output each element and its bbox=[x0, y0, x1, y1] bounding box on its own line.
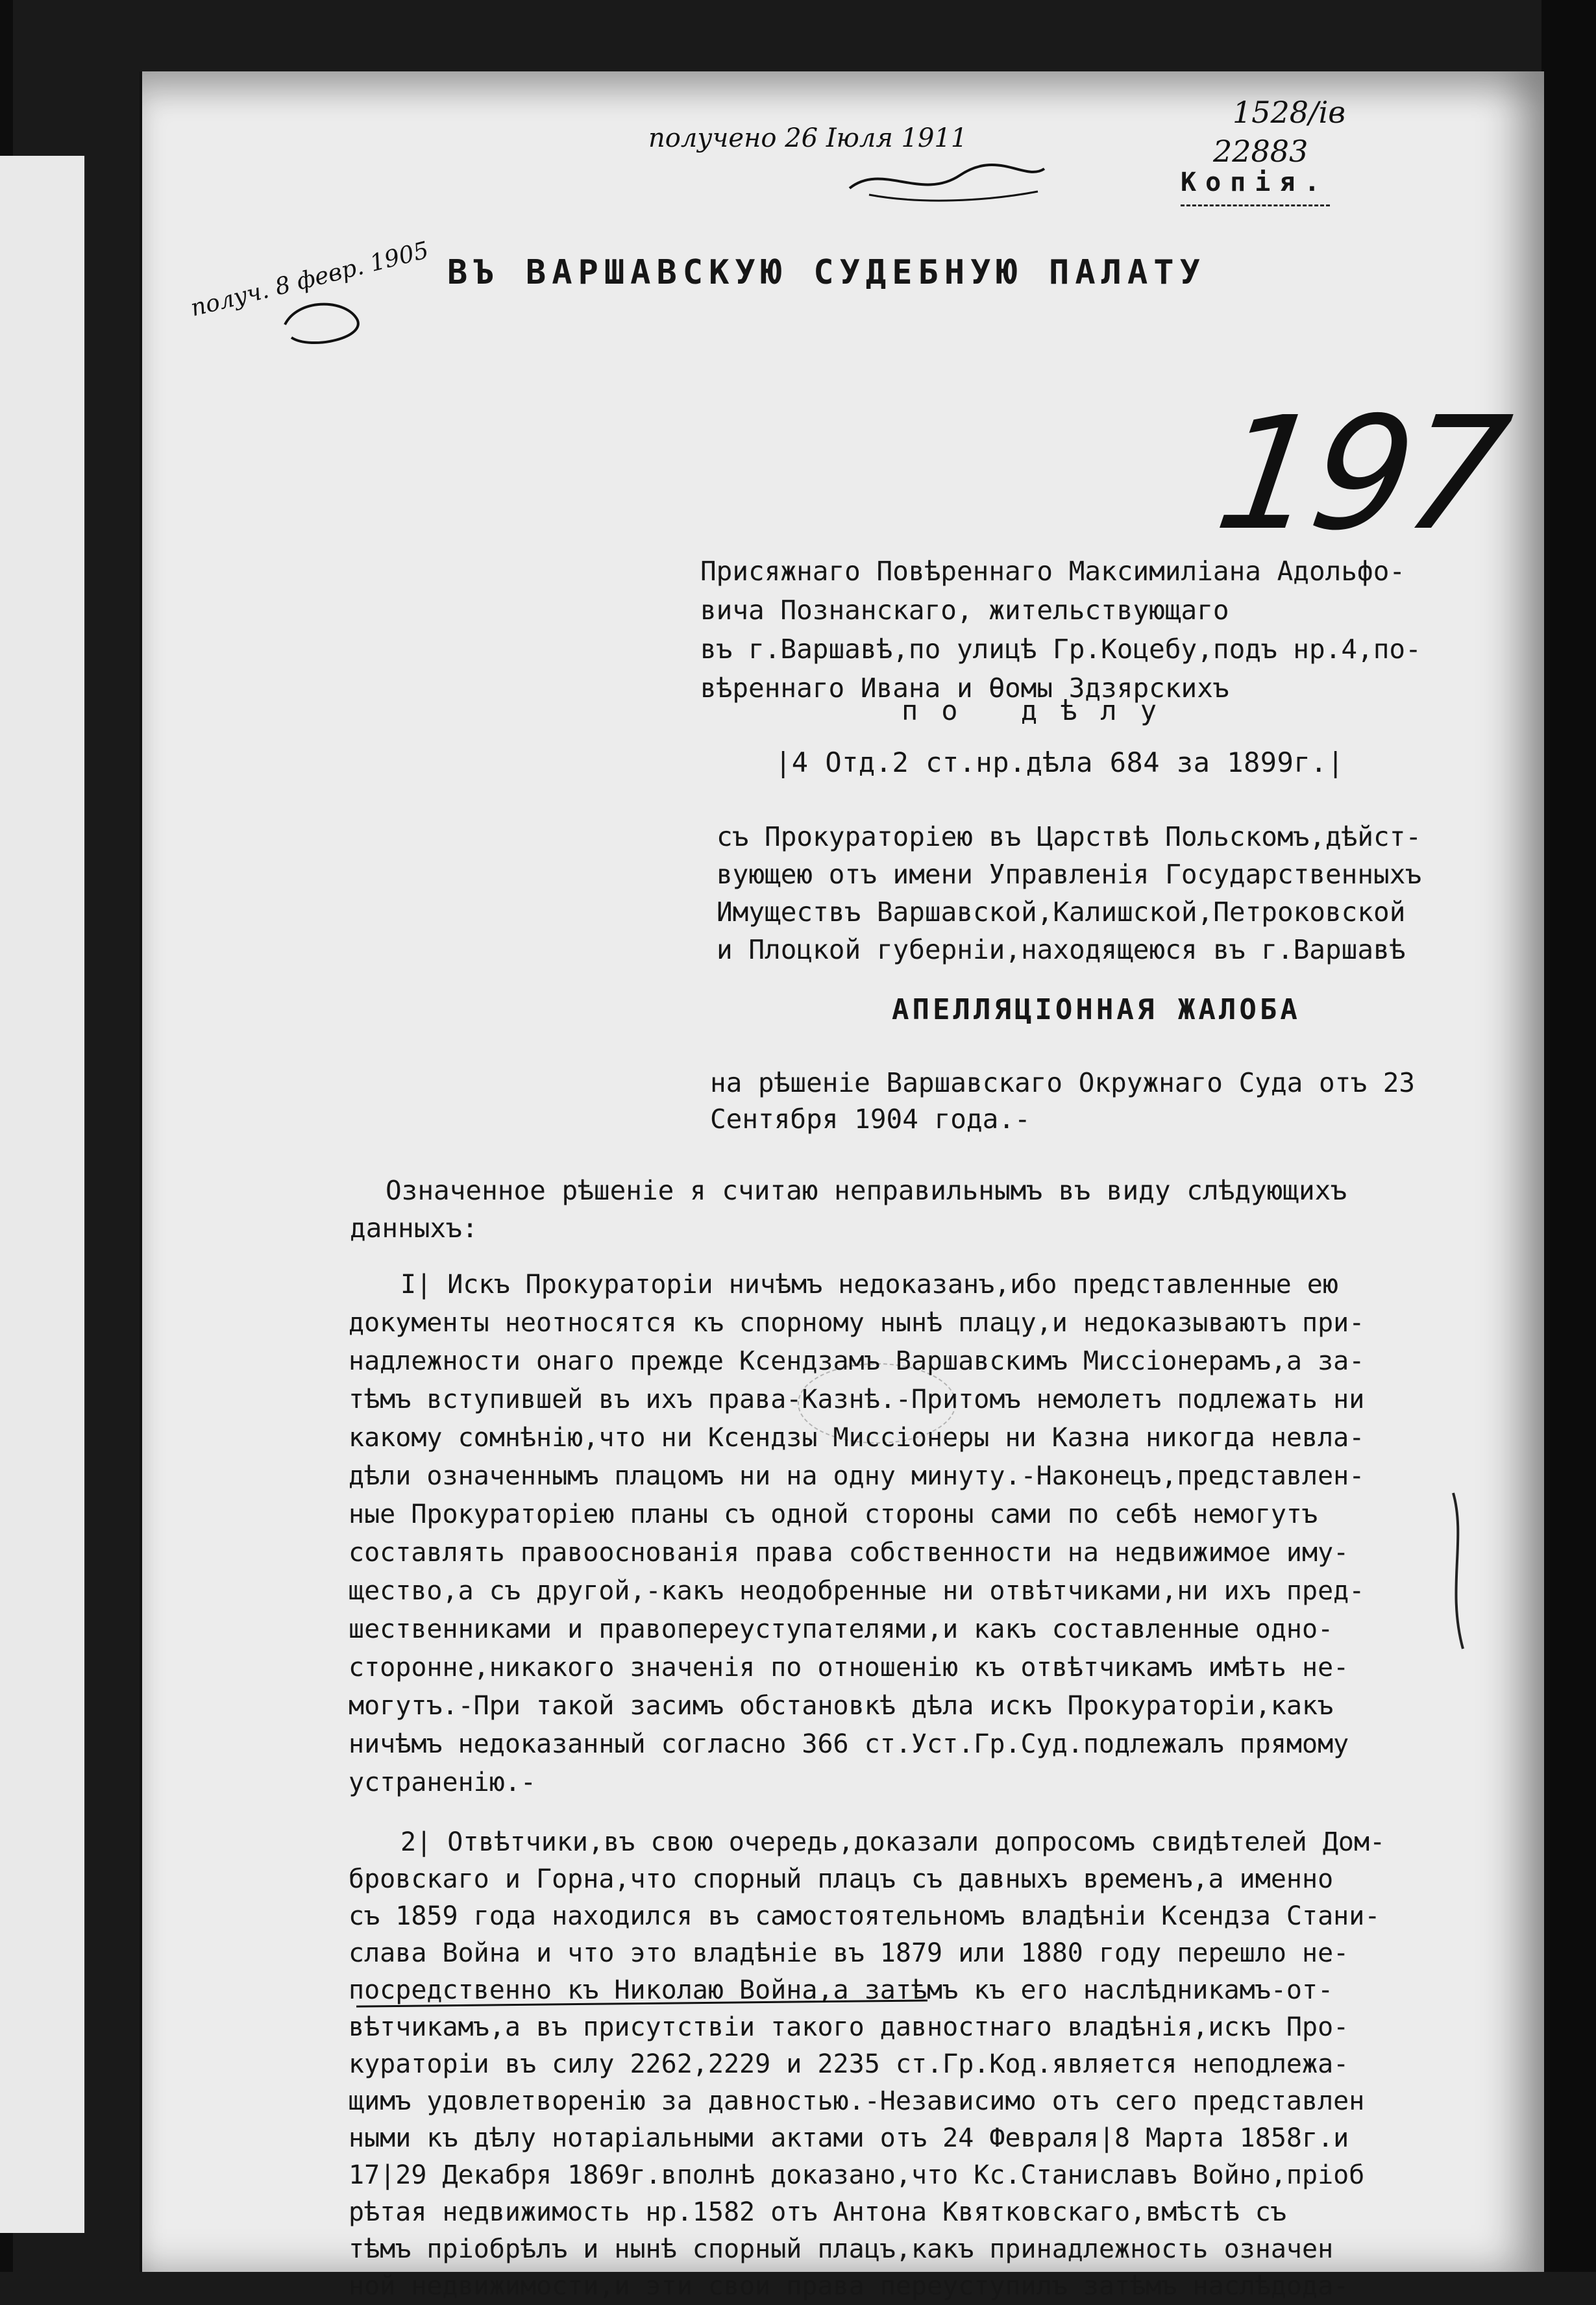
document-title: АПЕЛЛЯЦІОННАЯ ЖАЛОБА bbox=[892, 993, 1301, 1026]
point-1-line: составлять правооснованія права собственности на недвижимое иму- bbox=[349, 1538, 1349, 1568]
adjacent-page-fragment bbox=[0, 156, 86, 2233]
point-1-line: могутъ.-При такой засимъ обстановкѣ дѣла искъ Прокураторіи,какъ bbox=[349, 1691, 1334, 1721]
received-note-left: получ. 8 февр. 1905 bbox=[188, 237, 432, 322]
point-2-line: вѣтчикамъ,а въ присутствіи такого давностнаго владѣнія,искъ Про- bbox=[349, 2012, 1349, 2042]
received-signature-top bbox=[843, 156, 1051, 208]
copy-label: Копія. bbox=[1181, 167, 1329, 197]
point-2-line: рѣтая недвижимость нр.1582 отъ Антона Квятковскаго,вмѣстѣ съ bbox=[349, 2197, 1286, 2227]
point-2-line: съ 1859 года находился въ самостоятельномъ владѣніи Ксендза Стани- bbox=[349, 1901, 1381, 1931]
document-number-handwritten: 197 bbox=[1207, 383, 1514, 565]
point-2-line: 17|29 Декабря 1869г.вполнѣ доказано,что Кс.Станиславъ Войно,пріоб bbox=[349, 2160, 1365, 2190]
respondent-line: вующею отъ имени Управленія Государственныхъ bbox=[717, 859, 1422, 890]
point-2-line: бровскаго и Горна,что спорный плацъ съ давныхъ временъ,а именно bbox=[349, 1864, 1334, 1894]
subtitle-line: на рѣшеніе Варшавскаго Окружнаго Суда отъ 23 bbox=[710, 1067, 1416, 1098]
point-2-line: слава Война и что это владѣніе въ 1879 или 1880 году перешло не- bbox=[349, 1938, 1349, 1968]
appellant-line: вича Познанскаго, жительствующаго bbox=[700, 595, 1229, 626]
point-2-line: посредственно къ Николаю Война,а затѣмъ къ его наслѣдникамъ-от- bbox=[349, 1975, 1334, 2005]
point-1-line: устраненію.- bbox=[349, 1768, 536, 1797]
point-1-line: ничѣмъ недоказанный согласно 366 ст.Уст.Гр.Суд.подлежалъ прямому bbox=[349, 1729, 1349, 1759]
point-1-line: какому сомнѣнію,что ни Ксендзы Миссіонеры ни Казна никогда невла- bbox=[349, 1423, 1365, 1453]
faint-stamp-mark bbox=[798, 1363, 956, 1444]
registry-number-bottom: 22883 bbox=[1213, 134, 1308, 169]
appellant-line: Присяжнаго Повѣреннаго Максимиліана Адольфо- bbox=[700, 556, 1406, 587]
document-page bbox=[140, 71, 1544, 2301]
point-1-line: ные Прокураторіею планы съ одной стороны сами по себѣ немогутъ bbox=[349, 1499, 1318, 1529]
respondent-line: и Плоцкой губерніи,находящеюся въ г.Варшавѣ bbox=[717, 934, 1406, 965]
copy-underline bbox=[1181, 204, 1330, 206]
point-1-line: документы неотносятся къ спорному нынѣ плацу,и недоказываютъ при- bbox=[349, 1308, 1365, 1338]
scan-right-edge bbox=[1541, 0, 1596, 2272]
intro-line: данныхъ: bbox=[350, 1213, 478, 1244]
point-1-line: дѣли означеннымъ плацомъ ни на одну минуту.-Наконецъ,представлен- bbox=[349, 1461, 1365, 1491]
point-1-line: сторонне,никакого значенія по отношенію къ отвѣтчикамъ имѣть не- bbox=[349, 1653, 1349, 1683]
point-2-line: кураторіи въ силу 2262,2229 и 2235 ст.Гр.Код.является неподлежа- bbox=[349, 2049, 1349, 2079]
intro-line: Означенное рѣшеніе я считаю неправильнымъ въ виду слѣдующихъ bbox=[386, 1175, 1347, 1206]
point-2-line: 2| Отвѣтчики,въ свою очередь,доказали допросомъ свидѣтелей Дом- bbox=[400, 1827, 1386, 1857]
registry-number-top: 1528/ів bbox=[1233, 95, 1346, 130]
point-1-line: щество,а съ другой,-какъ неодобренные ни отвѣтчиками,ни ихъ пред- bbox=[349, 1576, 1365, 1606]
received-note-top: получено 26 Іюля 1911 bbox=[648, 123, 968, 153]
point-2-line: щимъ удовлетворенію за давностью.-Независимо отъ сего представлен bbox=[349, 2086, 1365, 2116]
point-1-line: надлежности онаго прежде Ксендзамъ Варшавскимъ Миссіонерамъ,а за- bbox=[349, 1346, 1365, 1376]
subtitle-line: Сентября 1904 года.- bbox=[710, 1103, 1031, 1135]
point-1-line: шественниками и правопереуступателями,и какъ составленные одно- bbox=[349, 1614, 1334, 1644]
point-1-line: I| Искъ Прокураторіи ничѣмъ недоказанъ,ибо представленные ею bbox=[400, 1270, 1338, 1300]
respondent-line: съ Прокураторіею въ Царствѣ Польскомъ,дѣйст- bbox=[717, 821, 1422, 852]
point-2-line: ными къ дѣлу нотаріальными актами отъ 24 Февраля|8 Марта 1858г.и bbox=[349, 2123, 1349, 2153]
point-2-line: ной недвижимости,и эти свои права переуступилъ затѣмъ наслѣдода- bbox=[349, 2271, 1349, 2301]
appellant-line: въ г.Варшавѣ,по улицѣ Гр.Коцебу,подъ нр.4,по- bbox=[700, 634, 1421, 665]
case-number: |4 Отд.2 ст.нр.дѣла 684 за 1899г.| bbox=[775, 746, 1344, 778]
received-signature-left bbox=[272, 286, 376, 357]
point-2-line: тѣмъ пріобрѣлъ и нынѣ спорный плацъ,какъ принадлежность означен bbox=[349, 2234, 1334, 2264]
respondent-line: Имуществъ Варшавской,Калишской,Петроковской bbox=[717, 896, 1406, 928]
case-label: по дѣлу bbox=[902, 695, 1181, 726]
appellant-line: вѣреннаго Ивана и Ѳомы Здзярскихъ bbox=[700, 672, 1229, 704]
point-1-line: тѣмъ вступившей въ ихъ права-Казнѣ.-Притомъ немолетъ подлежать ни bbox=[349, 1385, 1365, 1414]
addressee-heading: ВЪ ВАРШАВСКУЮ СУДЕБНУЮ ПАЛАТУ bbox=[447, 253, 1206, 292]
margin-pencil-mark bbox=[1440, 1486, 1479, 1655]
